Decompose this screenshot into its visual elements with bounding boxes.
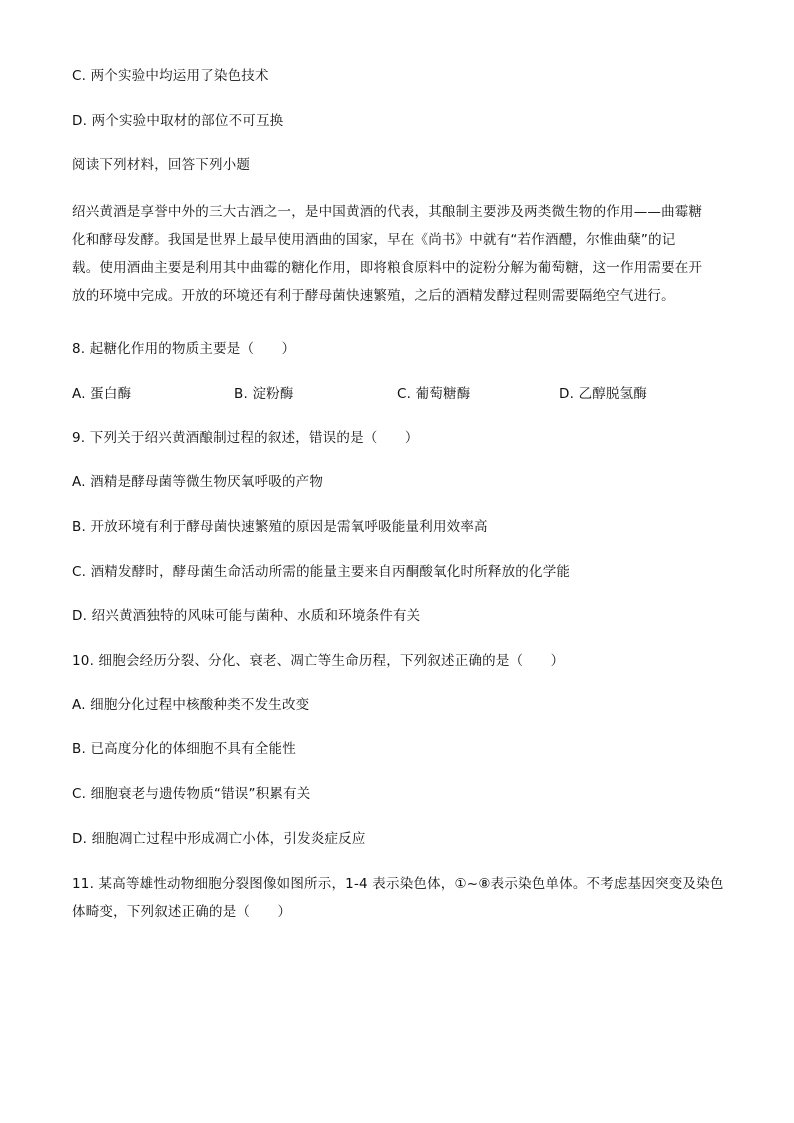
passage-line: 化和酵母发酵。我国是世界上最早使用酒曲的国家，早在《尚书》中就有“若作酒醴，尔惟曲蘖”的记 [72,232,676,248]
q10-option-c: C. 细胞衰老与遗传物质“错误”积累有关 [72,786,311,802]
q8-option-c: C. 葡萄糖酶 [397,386,471,402]
question-10: 10. 细胞会经历分裂、分化、衰老、凋亡等生命历程，下列叙述正确的是（ ） [72,653,565,669]
question-11-line: 体畸变，下列叙述正确的是（ ） [72,904,292,920]
question-11 [72,870,724,926]
reading-instruction: 阅读下列材料，回答下列小题 [72,157,251,173]
passage-line: 载。使用酒曲主要是利用其中曲霉的糖化作用，即将粮食原料中的淀粉分解为葡萄糖，这一作用需要在开 [72,260,703,276]
q9-option-a: A. 酒精是酵母菌等微生物厌氧呼吸的产物 [72,474,324,490]
question-11-line: 11. 某高等雄性动物细胞分裂图像如图所示，1-4 表示染色体，①~⑧表示染色单体。不考虑基因突变及染色 [72,876,724,892]
option-d-previous-question: D. 两个实验中取材的部位不可互换 [72,113,284,129]
q10-option-a: A. 细胞分化过程中核酸种类不发生改变 [72,697,310,713]
q10-option-b: B. 已高度分化的体细胞不具有全能性 [72,741,296,757]
q9-option-c: C. 酒精发酵时，酵母菌生命活动所需的能量主要来自丙酮酸氧化时所释放的化学能 [72,564,571,580]
reading-passage [72,198,724,310]
q9-option-d: D. 绍兴黄酒独特的风味可能与菌种、水质和环境条件有关 [72,608,421,624]
passage-line: 绍兴黄酒是享誉中外的三大古酒之一，是中国黄酒的代表，其酿制主要涉及两类微生物的作用——曲霉糖 [72,204,703,220]
q8-option-d: D. 乙醇脱氢酶 [559,386,648,402]
q9-option-b: B. 开放环境有利于酵母菌快速繁殖的原因是需氧呼吸能量利用效率高 [72,519,488,535]
q8-option-a: A. 蛋白酶 [72,386,132,402]
q8-option-b: B. 淀粉酶 [234,386,294,402]
q10-option-d: D. 细胞凋亡过程中形成凋亡小体，引发炎症反应 [72,831,366,847]
passage-line: 放的环境中完成。开放的环境还有利于酵母菌快速繁殖，之后的酒精发酵过程则需要隔绝空气进行。 [72,288,675,304]
question-8: 8. 起糖化作用的物质主要是（ ） [72,341,296,357]
option-c-previous-question: C. 两个实验中均运用了染色技术 [72,68,269,84]
question-9: 9. 下列关于绍兴黄酒酿制过程的叙述，错误的是（ ） [72,430,419,446]
